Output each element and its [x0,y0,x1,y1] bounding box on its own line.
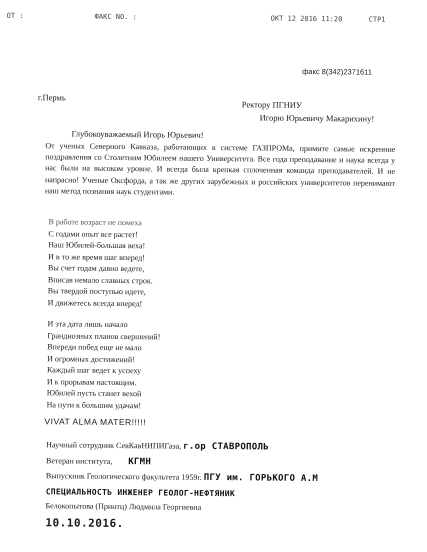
addressee [242,98,375,125]
signature-handwritten: КГМН [128,457,152,468]
city: г.Пермь [37,92,66,103]
poem-line: И эта дата лишь начало [47,319,128,330]
signature-line-3 [46,471,318,484]
fax-header-page: СТР1 [368,15,386,24]
poem-line: Вписав немало славных строк. [47,274,153,285]
fax-header [3,12,427,30]
poem-line: Впереди побед еще не мало [47,342,142,353]
signature-handwritten: г.ор СТАВРОПОЛЬ [183,441,269,453]
signature-line-5 [46,501,202,512]
salutation: Глубокоуважаемый Игорь Юрьевич! [71,128,204,140]
signature-handwritten: ПГУ им. ГОРЬКОГО А.М [203,472,319,485]
poem-line: И движетесь всегда вперед! [47,297,143,308]
poem-line: Вы счет годам давно ведете, [48,263,145,274]
poem-line: И огромных достижений! [47,353,135,364]
poem-line: Грандиозных планов свершений! [47,330,161,341]
signature-line-4 [46,487,235,498]
poem-line: И к прорывам настоящим. [46,376,137,387]
signature-printed: Выпускник Геологического факультета 1959г. [45,471,202,482]
poem-stanza-1 [48,216,154,309]
poem-line: Вы твердой поступью идете, [47,286,146,297]
poem-line: С годами опыт все растет! [48,228,139,239]
signature-printed: Научный сотрудник СевКавНИПИГаза, [46,440,182,451]
handwritten-date: 10.10.2016. [45,516,124,531]
fax-number: факс 8(342)2371611 [302,66,373,77]
letter-body: От ученых Северного Кавказа, работающих в системе ГАЗПРОМа, примите самые искренние поздравления со Столетним Юбилеем нашего Университета. Все года преподавание и наука всегда у нас были на высоком уровне. И всегда была крепкая сплоченная команда преподавателей. И не напрасно! Ученые Оксфорда, а так же других зарубежных и российских университетов перенимают наш метод познания наук студентами. [44,141,396,197]
fax-header-datetime: OKT 12 2016 11:20 [270,14,343,24]
addressee-name: Игорю Юрьевичу Макарихину! [259,112,375,124]
signature-printed: Белокопытова (Принтц) Людмила Георгиевна [45,501,202,512]
poem-line: И в то же время шаг вперед! [48,251,146,262]
signature-handwritten: СПЕЦИАЛЬНОСТЬ ИНЖЕНЕР ГЕОЛОГ-НЕФТЯНИК [45,487,236,499]
signature-line-2 [46,456,151,467]
fax-header-number: ФАКС NO. : [94,12,137,22]
poem-line: Юбилей пусть станет вехой [46,388,142,399]
poem-stanza-2 [47,318,161,411]
poem-line: В работе возраст не помеха [48,217,142,228]
poem-line: На пути к большим удачам! [46,399,142,410]
fax-header-from: OT : [6,11,24,20]
poem-line: Каждый шаг ведет к успеху [46,365,142,376]
addressee-title: Ректору ПГНИУ [241,99,302,110]
vivat-line: VIVAT ALMA MATER!!!!! [44,416,147,428]
poem-line: Наш Юбилей-большая веха! [48,240,146,251]
signature-printed: Ветеран института, [45,456,113,466]
signature-line-1 [46,440,269,452]
